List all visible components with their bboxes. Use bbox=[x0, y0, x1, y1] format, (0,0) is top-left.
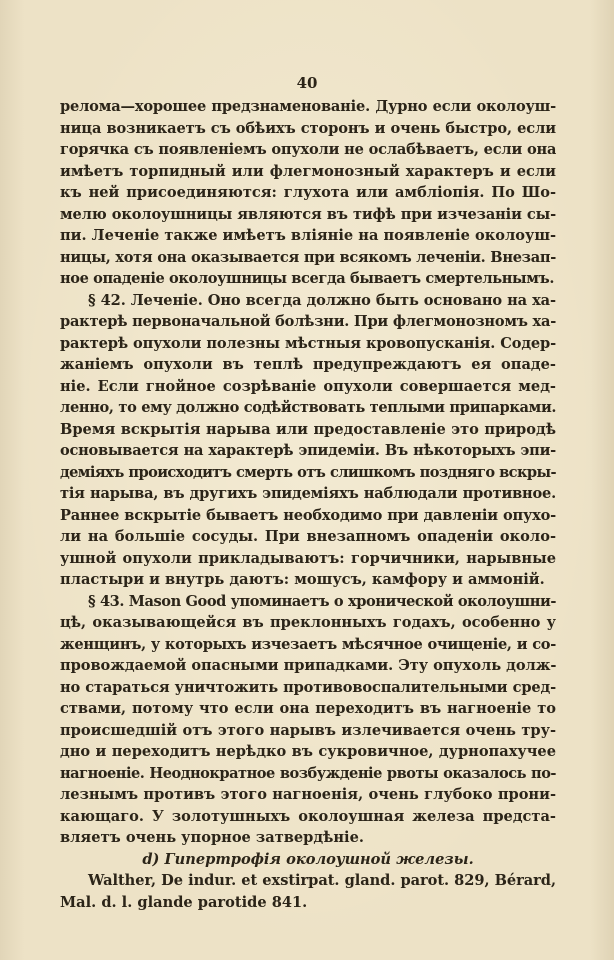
text-line: ленно, то ему должно содѣйствовать теплыми припарками. bbox=[60, 399, 556, 416]
text-line: вляетъ очень упорное затвердѣніе. bbox=[60, 829, 364, 846]
text-line: горячка съ появленіемъ опухоли не ослабѣваетъ, если она bbox=[60, 141, 556, 158]
text-line: лезнымъ противъ этого нагноенія, очень глубоко прони- bbox=[60, 786, 556, 803]
reference-line: Walther, De indur. et exstirpat. gland. parot. 829, Bérard, bbox=[88, 872, 556, 889]
reference-line: Mal. d. l. glande parotide 841. bbox=[60, 893, 308, 911]
text-line: жаніемъ опухоли въ теплѣ предупреждаютъ ея опаде- bbox=[60, 356, 556, 373]
text-line: дно и переходитъ нерѣдко въ сукровичное, дурнопахучее bbox=[60, 743, 556, 760]
text-line: Время вскрытія нарыва или предоставленіе это природѣ bbox=[60, 420, 556, 438]
section-42-heading-line: § 42. Леченіе. Оно всегда должно быть основано на ха- bbox=[88, 291, 556, 309]
text-line: ушной опухоли прикладываютъ: горчичники, нарывные bbox=[60, 549, 556, 567]
text-line: имѣетъ торпидный или флегмонозный характеръ и если bbox=[60, 162, 556, 180]
text-line: цѣ, оказывающейся въ преклонныхъ годахъ, особенно у bbox=[60, 614, 556, 631]
text-line: основывается на характерѣ эпидеміи. Въ нѣкоторыхъ эпи- bbox=[60, 442, 556, 459]
text-line: провождаемой опасными припадками. Эту опухоль долж- bbox=[60, 657, 556, 674]
text-line: мелю околоушницы являются въ тифѣ при изчезаніи сы- bbox=[60, 205, 556, 223]
text-line: ствами, потому что если она переходитъ въ нагноеніе то bbox=[60, 700, 556, 717]
text-line: ніе. Если гнойное созрѣваніе опухоли совершается мед- bbox=[60, 377, 556, 395]
text-line: тія нарыва, въ другихъ эпидеміяхъ наблюдали противное. bbox=[60, 485, 556, 502]
text-line: рактерѣ первоначальной болѣзни. При флегмонозномъ ха- bbox=[60, 313, 556, 330]
subsection-heading: d) Гипертрофія околоушной железы. bbox=[142, 850, 474, 868]
text-line: деміяхъ происходитъ смерть отъ слишкомъ поздняго вскры- bbox=[60, 463, 556, 481]
text-line: пи. Леченіе также имѣетъ вліяніе на появленіе околоуш- bbox=[60, 227, 556, 244]
text-line: нагноеніе. Неоднократное возбужденіе рвоты оказалось по- bbox=[60, 764, 556, 782]
section-43-line: § 43. Mason Good упоминаетъ о хронической околоушни- bbox=[88, 592, 556, 610]
text-line: пластыри и внутрь даютъ: мошусъ, камфору и аммоній. bbox=[60, 571, 545, 588]
page-number: 40 bbox=[296, 74, 318, 92]
text-line: ное опаденіе околоушницы всегда бываетъ смертельнымъ. bbox=[60, 270, 555, 287]
text-line: происшедшій отъ этого нарывъ излечивается очень тру- bbox=[60, 721, 556, 739]
text-line: но стараться уничтожить противовоспалительными сред- bbox=[60, 678, 556, 696]
text-line: ли на большіе сосуды. При внезапномъ опаденіи около- bbox=[60, 528, 556, 545]
text-line: релома—хорошее предзнаменованіе. Дурно если околоуш- bbox=[60, 98, 556, 115]
text-line: кающаго. У золотушныхъ околоушная железа предста- bbox=[60, 807, 556, 825]
text-line: ницы, хотя она оказывается при всякомъ леченіи. Внезап- bbox=[60, 248, 556, 266]
page-body bbox=[60, 96, 556, 913]
text-line: Раннее вскрытіе бываетъ необходимо при давленіи опухо- bbox=[60, 506, 556, 524]
text-line: къ ней присоединяются: глухота или амбліопія. По Шо- bbox=[60, 184, 556, 201]
text-line: ница возникаетъ съ обѣихъ сторонъ и очень быстро, если bbox=[60, 119, 556, 137]
text-line: рактерѣ опухоли полезны мѣстныя кровопусканія. Содер- bbox=[60, 334, 556, 352]
text-line: женщинъ, у которыхъ изчезаетъ мѣсячное очищеніе, и со- bbox=[60, 635, 556, 653]
